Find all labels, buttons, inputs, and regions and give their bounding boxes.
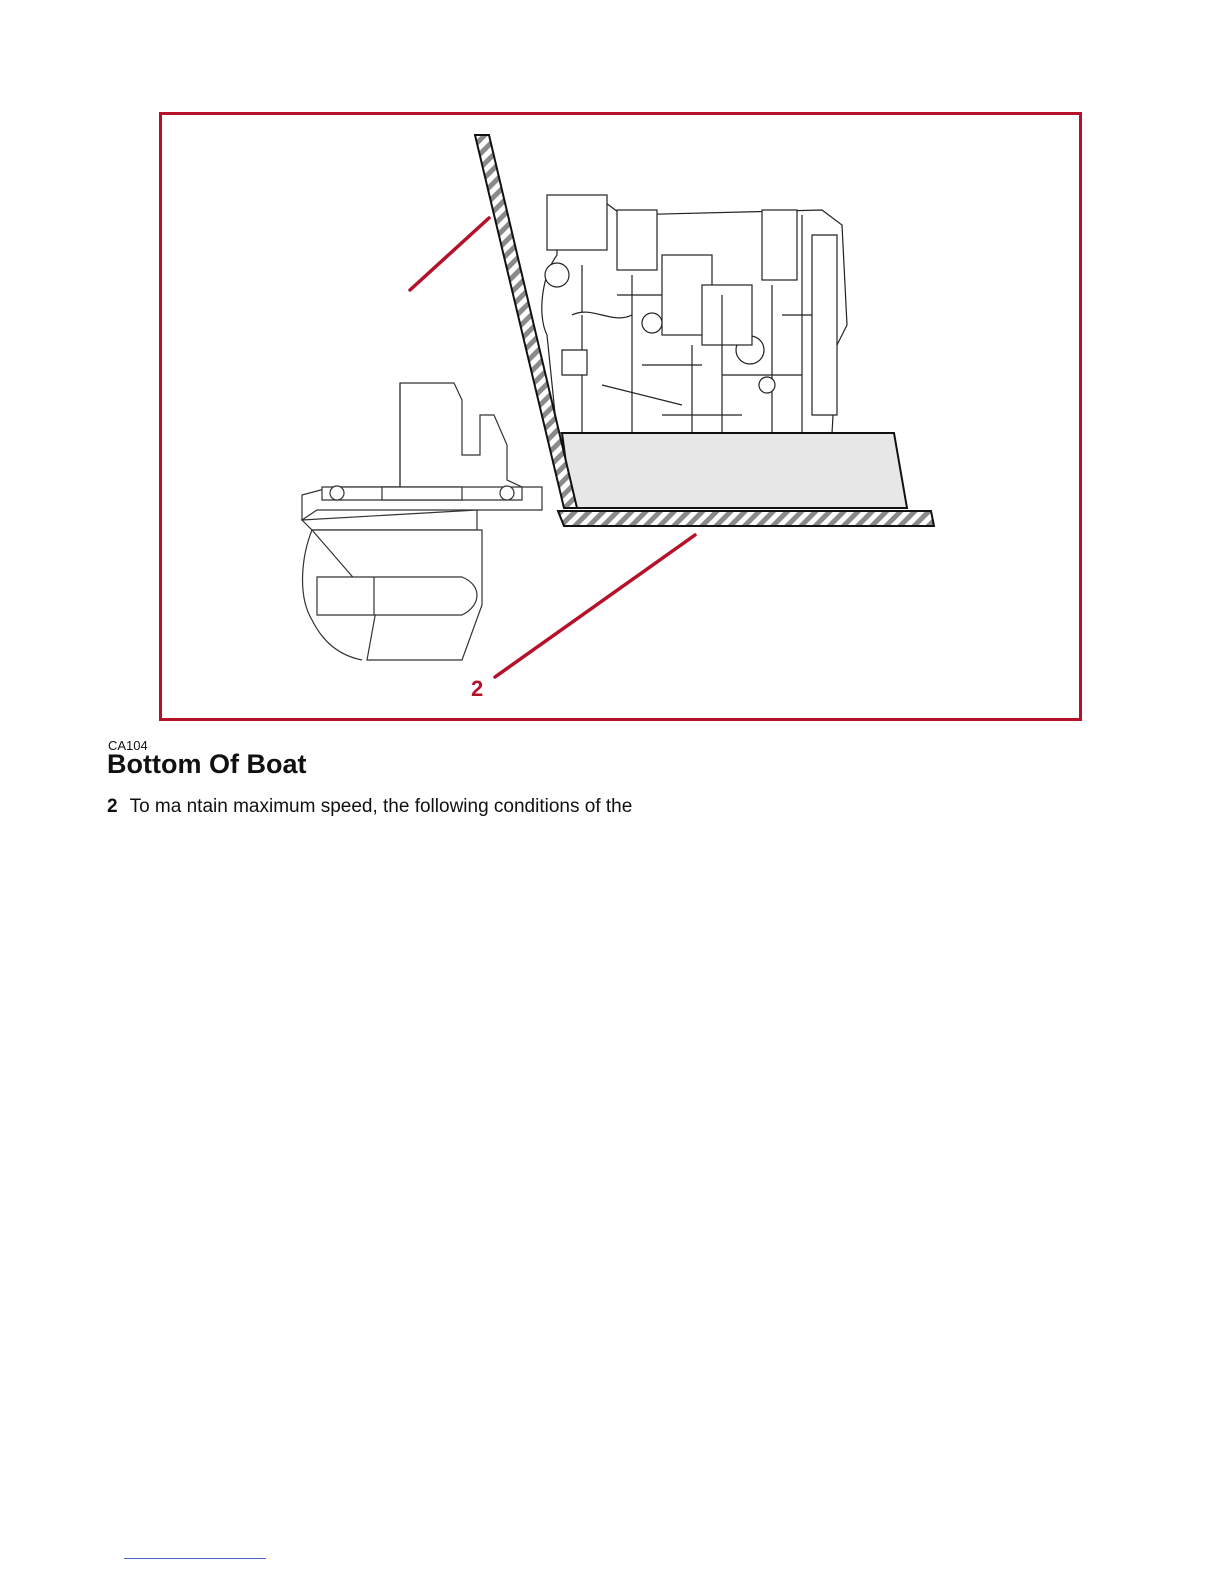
figure-code: CA104 xyxy=(108,738,148,753)
boat-engine-illustration xyxy=(162,115,1079,718)
bottom-hatched xyxy=(558,511,934,526)
footer-rule xyxy=(124,1558,266,1559)
figure-frame xyxy=(159,112,1082,721)
callout-2-leader xyxy=(495,535,695,677)
sterndrive-drawing xyxy=(302,383,542,660)
paragraph-text: To ma ntain maximum speed, the following conditions of the xyxy=(129,796,633,817)
engine-base xyxy=(562,433,907,508)
paragraph-number: 2 xyxy=(107,796,118,817)
callout-1-leader xyxy=(410,218,489,290)
section-heading: Bottom Of Boat xyxy=(107,749,307,779)
engine-drawing xyxy=(542,195,847,433)
callout-2-label: 2 xyxy=(471,676,484,701)
paragraph xyxy=(107,796,632,818)
